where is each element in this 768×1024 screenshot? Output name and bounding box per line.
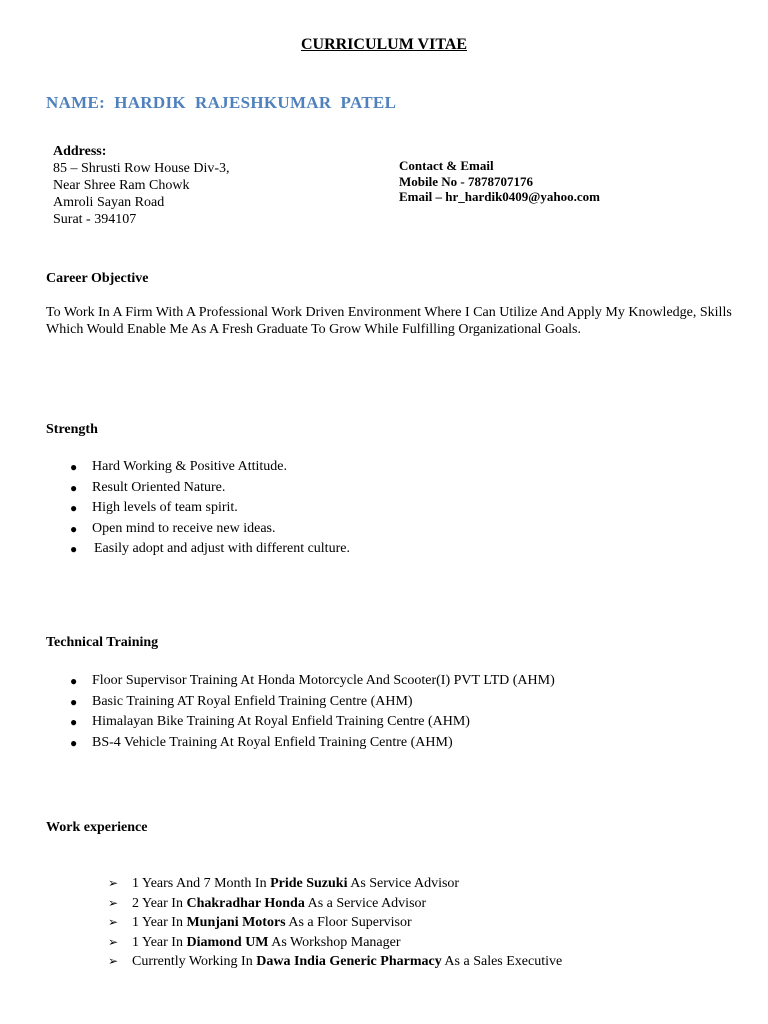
list-item: ● Easily adopt and adjust with different culture.	[70, 539, 350, 560]
list-item: ● Open mind to receive new ideas.	[70, 519, 350, 540]
document-title: CURRICULUM VITAE	[300, 36, 468, 53]
bullet-icon: ●	[70, 715, 78, 729]
strength-heading: Strength	[46, 422, 98, 437]
list-item: ➢ 1 Years And 7 Month In Pride Suzuki As Service Advisor	[108, 874, 562, 894]
bullet-icon: ●	[70, 694, 78, 709]
bullet-icon: ●	[70, 521, 78, 536]
list-item: ➢ 2 Year In Chakradhar Honda As a Service Advisor	[108, 894, 562, 914]
bullet-icon: ●	[70, 501, 78, 515]
list-item: ● Hard Working & Positive Attitude.	[70, 457, 350, 478]
arrow-bullet-icon: ➢	[108, 915, 119, 929]
list-item: ➢ 1 Year In Diamond UM As Workshop Manager	[108, 933, 562, 953]
work-experience-heading: Work experience	[46, 820, 148, 835]
bullet-icon: ●	[70, 674, 78, 688]
list-item: ➢ Currently Working In Dawa India Generic Pharmacy As a Sales Executive	[108, 952, 562, 972]
candidate-name: NAME: HARDIK RAJESHKUMAR PATEL	[46, 93, 397, 112]
career-objective-heading: Career Objective	[46, 271, 149, 286]
contact-block	[399, 158, 600, 205]
address-line: Surat - 394107	[53, 212, 137, 227]
address-line: Amroli Sayan Road	[53, 195, 165, 210]
list-item: ● BS-4 Vehicle Training At Royal Enfield Training Centre (AHM)	[70, 733, 555, 754]
arrow-bullet-icon: ➢	[108, 954, 119, 968]
contact-heading: Contact & Email	[399, 158, 494, 173]
email-address: Email – hr_hardik0409@yahoo.com	[399, 189, 600, 204]
address-heading: Address:	[53, 144, 107, 159]
address-block	[53, 143, 230, 228]
arrow-bullet-icon: ➢	[108, 876, 119, 890]
address-line: Near Shree Ram Chowk	[53, 178, 190, 193]
technical-training-list	[70, 671, 555, 753]
arrow-bullet-icon: ➢	[108, 934, 119, 949]
bullet-icon: ●	[70, 542, 78, 556]
technical-training-heading: Technical Training	[46, 635, 159, 650]
list-item: ● Floor Supervisor Training At Honda Motorcycle And Scooter(I) PVT LTD (AHM)	[70, 671, 555, 692]
address-line: 85 – Shrusti Row House Div-3,	[53, 161, 230, 176]
strength-list	[70, 457, 350, 560]
work-experience-list	[108, 874, 562, 972]
arrow-bullet-icon: ➢	[108, 895, 119, 910]
bullet-icon: ●	[70, 460, 78, 474]
list-item: ● Result Oriented Nature.	[70, 478, 350, 499]
list-item: ➢ 1 Year In Munjani Motors As a Floor Supervisor	[108, 913, 562, 933]
career-objective-text: To Work In A Firm With A Professional Work Driven Environment Where I Can Utilize And Apply My Knowledge, Skills Which Would Enable Me As A Fresh Graduate To Grow While Fulfilling Organizational Goals.	[46, 305, 732, 337]
bullet-icon: ●	[70, 735, 78, 750]
list-item: ● High levels of team spirit.	[70, 498, 350, 519]
list-item: ● Himalayan Bike Training At Royal Enfield Training Centre (AHM)	[70, 712, 555, 733]
list-item: ● Basic Training AT Royal Enfield Training Centre (AHM)	[70, 692, 555, 713]
mobile-number: Mobile No - 7878707176	[399, 173, 533, 189]
bullet-icon: ●	[70, 480, 78, 495]
